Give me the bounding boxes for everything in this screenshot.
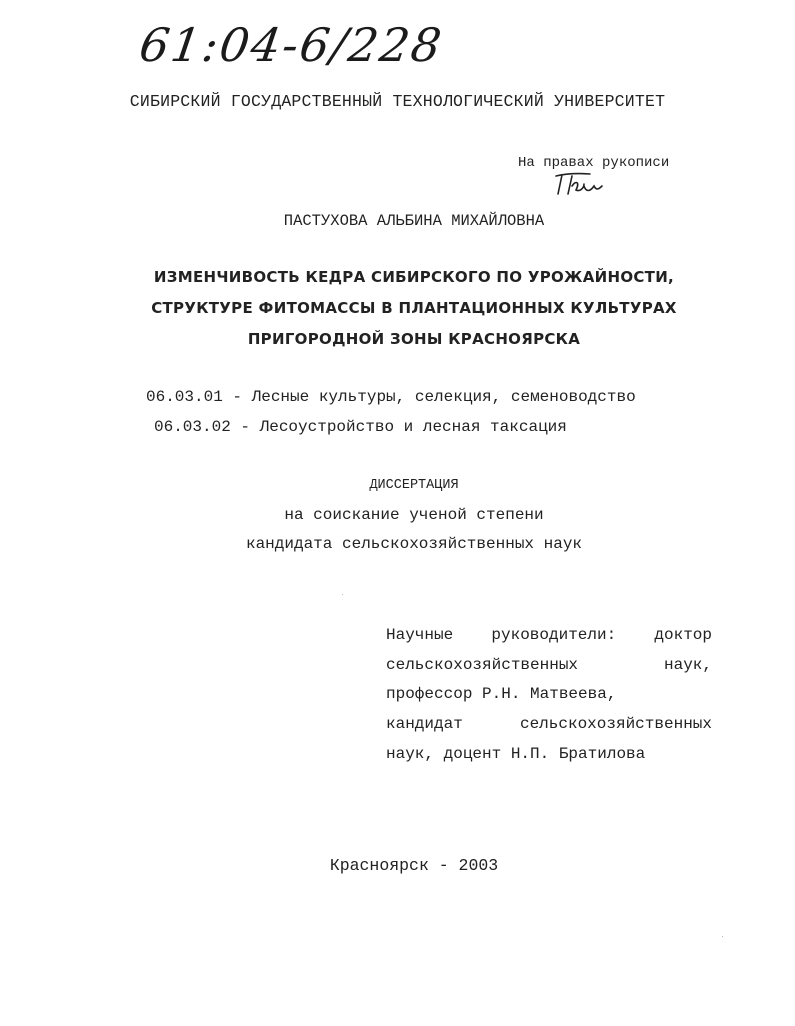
archive-code-handwritten: 61:04-6/228 — [136, 18, 447, 72]
dissertation-degree-line-2: кандидата сельскохозяйственных наук — [245, 535, 583, 553]
scan-speck — [722, 936, 723, 937]
specialty-1: 06.03.01 - Лесные культуры, селекция, семеноводство — [146, 388, 636, 406]
supervisors-line-3: профессор Р.Н. Матвеева, — [386, 685, 617, 704]
author-signature — [550, 168, 610, 198]
specialty-2: 06.03.02 - Лесоустройство и лесная таксация — [154, 418, 567, 436]
supervisors-line-2: сельскохозяйственных наук, — [386, 655, 712, 674]
scan-speck — [342, 594, 343, 595]
scientific-supervisors — [386, 621, 712, 770]
supervisors-line-1: Научные руководители: доктор — [386, 626, 712, 644]
thesis-title-line-3: ПРИГОРОДНОЙ ЗОНЫ КРАСНОЯРСКА — [247, 330, 581, 348]
city-year: Красноярск - 2003 — [329, 856, 499, 875]
author-name: ПАСТУХОВА АЛЬБИНА МИХАЙЛОВНА — [283, 212, 545, 230]
dissertation-degree-line-1: на соискание ученой степени — [284, 506, 544, 524]
dissertation-label: ДИССЕРТАЦИЯ — [369, 478, 459, 493]
supervisors-line-4: кандидат сельскохозяйственных — [386, 715, 712, 734]
thesis-title-line-1: ИЗМЕНЧИВОСТЬ КЕДРА СИБИРСКОГО ПО УРОЖАЙНОСТИ, — [153, 268, 675, 286]
thesis-title-line-2: СТРУКТУРЕ ФИТОМАССЫ В ПЛАНТАЦИОННЫХ КУЛЬТУРАХ — [151, 299, 677, 317]
manuscript-rights: На правах рукописи — [518, 155, 670, 171]
supervisors-line-5: наук, доцент Н.П. Братилова — [386, 744, 646, 763]
university-name: СИБИРСКИЙ ГОСУДАРСТВЕННЫЙ ТЕХНОЛОГИЧЕСКИЙ УНИВЕРСИТЕТ — [129, 92, 666, 111]
